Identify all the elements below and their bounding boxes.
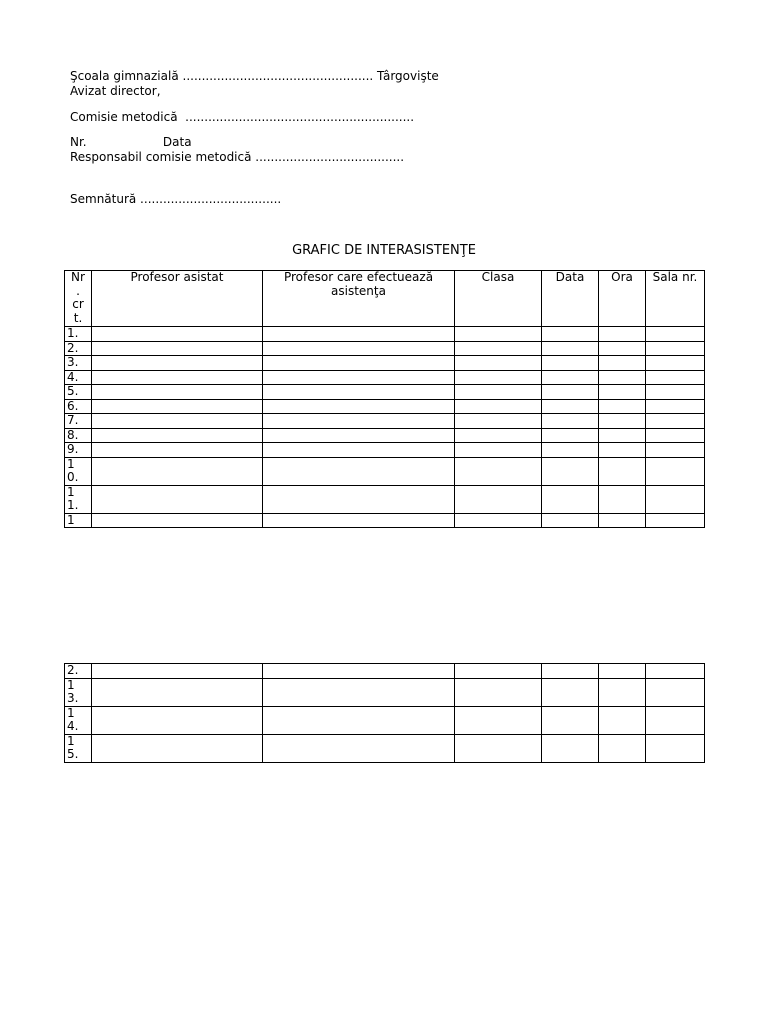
table-row xyxy=(65,370,705,385)
empty-cell[interactable] xyxy=(263,399,455,414)
empty-cell[interactable] xyxy=(263,356,455,371)
interasistente-table-continued xyxy=(64,663,705,763)
empty-cell[interactable] xyxy=(92,428,263,443)
empty-cell[interactable] xyxy=(92,485,263,513)
empty-cell[interactable] xyxy=(542,428,599,443)
empty-cell[interactable] xyxy=(455,457,542,485)
table-row xyxy=(65,385,705,400)
empty-cell[interactable] xyxy=(92,734,263,762)
empty-cell[interactable] xyxy=(455,370,542,385)
empty-cell[interactable] xyxy=(455,513,542,528)
empty-cell[interactable] xyxy=(92,356,263,371)
row-number: 2. xyxy=(65,664,92,679)
empty-cell[interactable] xyxy=(92,399,263,414)
row-number: 1. xyxy=(65,327,92,342)
table-header-row xyxy=(65,271,705,327)
row-number: 7. xyxy=(65,414,92,429)
table-row xyxy=(65,443,705,458)
empty-cell[interactable] xyxy=(455,664,542,679)
school-line: Şcoala gimnazială .................................................. Târgovişte xyxy=(70,69,439,83)
row-number: 1 xyxy=(65,513,92,528)
row-number: 1 5. xyxy=(65,734,92,762)
empty-cell[interactable] xyxy=(542,678,599,706)
empty-cell[interactable] xyxy=(455,428,542,443)
empty-cell[interactable] xyxy=(646,414,705,429)
empty-cell[interactable] xyxy=(646,399,705,414)
nr-data: Nr. Data xyxy=(70,135,192,149)
table-row xyxy=(65,678,705,706)
empty-cell[interactable] xyxy=(646,327,705,342)
header-ora: Ora xyxy=(599,271,646,327)
empty-cell[interactable] xyxy=(599,664,646,679)
empty-cell[interactable] xyxy=(92,443,263,458)
empty-cell[interactable] xyxy=(599,443,646,458)
table-row xyxy=(65,327,705,342)
empty-cell[interactable] xyxy=(599,341,646,356)
empty-cell[interactable] xyxy=(542,370,599,385)
table-row xyxy=(65,356,705,371)
header-sala: Sala nr. xyxy=(646,271,705,327)
empty-cell[interactable] xyxy=(455,443,542,458)
empty-cell[interactable] xyxy=(599,734,646,762)
empty-cell[interactable] xyxy=(263,370,455,385)
row-number: 4. xyxy=(65,370,92,385)
empty-cell[interactable] xyxy=(455,356,542,371)
empty-cell[interactable] xyxy=(263,428,455,443)
header-profesor-efectueaza: Profesor care efectuează asistenţa xyxy=(263,271,455,327)
empty-cell[interactable] xyxy=(455,385,542,400)
empty-cell[interactable] xyxy=(455,341,542,356)
row-number: 1 1. xyxy=(65,485,92,513)
empty-cell[interactable] xyxy=(646,706,705,734)
empty-cell[interactable] xyxy=(542,706,599,734)
empty-cell[interactable] xyxy=(263,457,455,485)
empty-cell[interactable] xyxy=(92,513,263,528)
empty-cell[interactable] xyxy=(92,385,263,400)
empty-cell[interactable] xyxy=(542,385,599,400)
empty-cell[interactable] xyxy=(263,664,455,679)
empty-cell[interactable] xyxy=(92,706,263,734)
empty-cell[interactable] xyxy=(646,443,705,458)
empty-cell[interactable] xyxy=(455,706,542,734)
empty-cell[interactable] xyxy=(263,341,455,356)
table-row xyxy=(65,428,705,443)
empty-cell[interactable] xyxy=(92,414,263,429)
empty-cell[interactable] xyxy=(542,414,599,429)
empty-cell[interactable] xyxy=(542,443,599,458)
empty-cell[interactable] xyxy=(646,678,705,706)
empty-cell[interactable] xyxy=(263,414,455,429)
empty-cell[interactable] xyxy=(599,327,646,342)
empty-cell[interactable] xyxy=(599,485,646,513)
empty-cell[interactable] xyxy=(599,356,646,371)
empty-cell[interactable] xyxy=(92,341,263,356)
empty-cell[interactable] xyxy=(646,513,705,528)
semnatura: Semnătură ..................................... xyxy=(70,192,282,206)
row-number: 6. xyxy=(65,399,92,414)
empty-cell[interactable] xyxy=(646,428,705,443)
empty-cell[interactable] xyxy=(92,457,263,485)
empty-cell[interactable] xyxy=(542,485,599,513)
table-row xyxy=(65,341,705,356)
empty-cell[interactable] xyxy=(542,341,599,356)
empty-cell[interactable] xyxy=(263,513,455,528)
row-number: 1 3. xyxy=(65,678,92,706)
empty-cell[interactable] xyxy=(646,664,705,679)
table-row xyxy=(65,399,705,414)
empty-cell[interactable] xyxy=(263,734,455,762)
empty-cell[interactable] xyxy=(542,664,599,679)
empty-cell[interactable] xyxy=(263,385,455,400)
row-number: 5. xyxy=(65,385,92,400)
empty-cell[interactable] xyxy=(646,341,705,356)
row-number: 1 4. xyxy=(65,706,92,734)
empty-cell[interactable] xyxy=(455,734,542,762)
empty-cell[interactable] xyxy=(455,399,542,414)
empty-cell[interactable] xyxy=(263,678,455,706)
empty-cell[interactable] xyxy=(542,457,599,485)
empty-cell[interactable] xyxy=(542,734,599,762)
empty-cell[interactable] xyxy=(542,399,599,414)
empty-cell[interactable] xyxy=(542,356,599,371)
empty-cell[interactable] xyxy=(599,399,646,414)
table-row xyxy=(65,485,705,513)
table-row xyxy=(65,706,705,734)
row-number: 9. xyxy=(65,443,92,458)
empty-cell[interactable] xyxy=(542,513,599,528)
empty-cell[interactable] xyxy=(646,356,705,371)
row-number: 8. xyxy=(65,428,92,443)
responsabil-comisie: Responsabil comisie metodică ....................................... xyxy=(70,150,405,164)
empty-cell[interactable] xyxy=(542,327,599,342)
table-row xyxy=(65,457,705,485)
empty-cell[interactable] xyxy=(599,457,646,485)
table-row xyxy=(65,664,705,679)
empty-cell[interactable] xyxy=(263,443,455,458)
row-number: 1 0. xyxy=(65,457,92,485)
empty-cell[interactable] xyxy=(599,370,646,385)
empty-cell[interactable] xyxy=(646,485,705,513)
empty-cell[interactable] xyxy=(646,457,705,485)
empty-cell[interactable] xyxy=(263,706,455,734)
empty-cell[interactable] xyxy=(646,370,705,385)
empty-cell[interactable] xyxy=(599,678,646,706)
header-profesor-asistat: Profesor asistat xyxy=(92,271,263,327)
empty-cell[interactable] xyxy=(92,678,263,706)
page-title: GRAFIC DE INTERASISTENŢE xyxy=(292,243,476,258)
empty-cell[interactable] xyxy=(646,385,705,400)
empty-cell[interactable] xyxy=(599,513,646,528)
empty-cell[interactable] xyxy=(646,734,705,762)
header-clasa: Clasa xyxy=(455,271,542,327)
empty-cell[interactable] xyxy=(455,485,542,513)
empty-cell[interactable] xyxy=(455,327,542,342)
empty-cell[interactable] xyxy=(92,664,263,679)
comisie-metodica: Comisie metodică ............................................................ xyxy=(70,110,415,124)
header-nr-crt: Nr . cr t. xyxy=(65,271,92,327)
header-data: Data xyxy=(542,271,599,327)
empty-cell[interactable] xyxy=(92,370,263,385)
empty-cell[interactable] xyxy=(263,327,455,342)
table-row xyxy=(65,513,705,528)
empty-cell[interactable] xyxy=(455,414,542,429)
empty-cell[interactable] xyxy=(455,678,542,706)
empty-cell[interactable] xyxy=(599,385,646,400)
table-row xyxy=(65,734,705,762)
avizat-director: Avizat director, xyxy=(70,84,161,98)
empty-cell[interactable] xyxy=(92,327,263,342)
empty-cell[interactable] xyxy=(599,414,646,429)
row-number: 2. xyxy=(65,341,92,356)
empty-cell[interactable] xyxy=(263,485,455,513)
empty-cell[interactable] xyxy=(599,706,646,734)
empty-cell[interactable] xyxy=(599,428,646,443)
interasistente-table xyxy=(64,270,705,528)
table-row xyxy=(65,414,705,429)
row-number: 3. xyxy=(65,356,92,371)
